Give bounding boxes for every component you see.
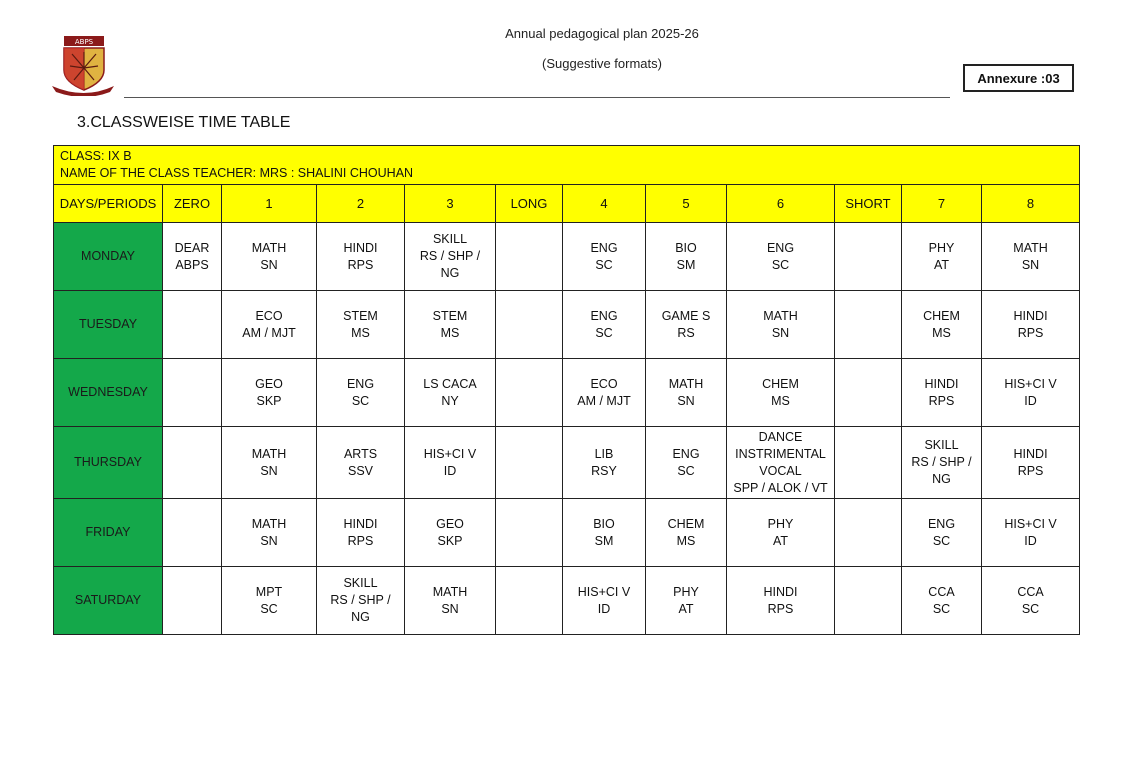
- cell-text: SC: [595, 325, 613, 340]
- cell-text: ARTS: [343, 446, 378, 461]
- annexure-box: Annexure :03: [963, 64, 1074, 92]
- cell-text: SN: [260, 533, 278, 548]
- table-row: [54, 359, 1080, 427]
- period-cell: [563, 359, 646, 427]
- period-cell: [496, 223, 563, 291]
- cell-text: RPS: [928, 393, 955, 408]
- day-cell: WEDNESDAY: [54, 359, 163, 427]
- cell-text: HINDI: [1013, 308, 1048, 323]
- period-cell: [982, 359, 1080, 427]
- period-cell: [405, 567, 496, 635]
- period-cell: [727, 291, 835, 359]
- cell-text: STEM: [343, 308, 378, 323]
- cell-text: SKP: [437, 533, 463, 548]
- period-cell: [163, 427, 222, 499]
- column-header: 7: [902, 185, 982, 223]
- period-cell: [496, 499, 563, 567]
- period-cell: [317, 499, 405, 567]
- period-cell: [317, 291, 405, 359]
- cell-text: CHEM: [762, 376, 799, 391]
- cell-text: AM / MJT: [242, 325, 296, 340]
- period-cell: [982, 567, 1080, 635]
- cell-text: MS: [771, 393, 790, 408]
- period-cell: [317, 567, 405, 635]
- period-cell: [982, 291, 1080, 359]
- cell-text: ECO: [255, 308, 283, 323]
- cell-text: DANCE: [758, 429, 803, 444]
- period-cell: [563, 499, 646, 567]
- period-cell: [163, 499, 222, 567]
- timetable: [53, 145, 1080, 635]
- cell-text: ECO: [590, 376, 618, 391]
- cell-text: NG: [351, 610, 370, 624]
- document-title: Annual pedagogical plan 2025-26: [505, 26, 699, 41]
- cell-text: INSTRIMENTAL: [735, 446, 826, 461]
- column-header: 3: [405, 185, 496, 223]
- cell-text: MATH: [251, 446, 287, 461]
- cell-text: SC: [351, 393, 370, 408]
- period-cell: [902, 359, 982, 427]
- period-cell: [163, 223, 222, 291]
- cell-text: HIS+CI V: [1004, 516, 1057, 531]
- column-header: LONG: [496, 185, 563, 223]
- cell-text: SC: [595, 257, 613, 272]
- cell-text: ENG: [672, 446, 700, 461]
- period-cell: [727, 223, 835, 291]
- column-header: 2: [317, 185, 405, 223]
- cell-text: CCA: [928, 584, 955, 599]
- cell-text: RPS: [1017, 463, 1044, 478]
- cell-text: STEM: [432, 308, 468, 323]
- day-cell: MONDAY: [54, 223, 163, 291]
- column-header: 4: [563, 185, 646, 223]
- header-rule: [124, 97, 950, 98]
- period-cell: [317, 359, 405, 427]
- cell-text: LIB: [594, 446, 614, 461]
- period-cell: [646, 567, 727, 635]
- period-cell: [222, 567, 317, 635]
- cell-text: ID: [597, 601, 611, 616]
- cell-text: MATH: [251, 240, 287, 255]
- cell-text: GEO: [436, 516, 464, 531]
- cell-text: ID: [1024, 533, 1037, 548]
- cell-text: HINDI: [343, 240, 378, 255]
- cell-text: GEO: [255, 376, 283, 391]
- column-header: 1: [222, 185, 317, 223]
- cell-text: HINDI: [924, 376, 959, 391]
- cell-text: GAME S: [661, 308, 711, 323]
- column-header: ZERO: [163, 185, 222, 223]
- cell-text: HIS+CI V: [577, 584, 631, 599]
- cell-text: ENG: [590, 308, 618, 323]
- cell-text: SKILL: [924, 438, 959, 452]
- period-cell: [982, 223, 1080, 291]
- period-cell: [222, 499, 317, 567]
- period-cell: [496, 291, 563, 359]
- cell-text: SKP: [256, 393, 282, 408]
- cell-text: RS / SHP /: [330, 593, 391, 607]
- period-cell: [317, 223, 405, 291]
- cell-text: ENG: [346, 376, 375, 391]
- cell-text: HIS+CI V: [1004, 376, 1057, 391]
- period-cell: [727, 427, 835, 499]
- cell-text: RPS: [1017, 325, 1044, 340]
- cell-text: AM / MJT: [577, 393, 631, 408]
- class-info: [54, 146, 1080, 185]
- cell-text: ENG: [590, 240, 618, 255]
- cell-text: MS: [440, 325, 460, 340]
- cell-text: AT: [678, 601, 694, 616]
- cell-text: SC: [771, 257, 790, 272]
- cell-text: RS / SHP /: [419, 249, 481, 263]
- period-cell: [646, 291, 727, 359]
- cell-text: DEAR: [174, 240, 210, 255]
- cell-text: ENG: [766, 240, 795, 255]
- day-cell: THURSDAY: [54, 427, 163, 499]
- cell-text: NG: [932, 472, 951, 486]
- period-cell: [835, 499, 902, 567]
- table-row: [54, 427, 1080, 499]
- header-row: [54, 185, 1080, 223]
- cell-text: SPP / ALOK / VT: [733, 480, 828, 495]
- cell-text: ID: [443, 463, 457, 478]
- cell-text: VOCAL: [759, 463, 802, 478]
- period-cell: [982, 499, 1080, 567]
- day-cell: FRIDAY: [54, 499, 163, 567]
- day-cell: TUESDAY: [54, 291, 163, 359]
- cell-text: SN: [260, 257, 278, 272]
- cell-text: ABPS: [175, 257, 209, 272]
- cell-text: HIS+CI V: [423, 446, 477, 461]
- cell-text: MATH: [668, 376, 704, 391]
- cell-text: MS: [932, 325, 951, 340]
- cell-text: SN: [260, 463, 278, 478]
- period-cell: [727, 359, 835, 427]
- cell-text: RSY: [591, 463, 617, 478]
- cell-text: NY: [441, 393, 459, 408]
- cell-text: MPT: [255, 584, 283, 599]
- period-cell: [646, 223, 727, 291]
- period-cell: [982, 427, 1080, 499]
- cell-text: BIO: [593, 516, 615, 531]
- cell-text: ID: [1024, 393, 1037, 408]
- cell-text: ENG: [927, 516, 956, 531]
- cell-text: SKILL: [343, 576, 378, 590]
- column-header: 8: [982, 185, 1080, 223]
- cell-text: RPS: [347, 533, 374, 548]
- period-cell: [727, 567, 835, 635]
- period-cell: [405, 499, 496, 567]
- period-cell: [496, 359, 563, 427]
- period-cell: [317, 427, 405, 499]
- period-cell: [902, 499, 982, 567]
- cell-text: SC: [1021, 601, 1040, 616]
- section-title: 3.CLASSWEISE TIME TABLE: [77, 114, 291, 131]
- period-cell: [405, 427, 496, 499]
- cell-text: SC: [260, 601, 278, 616]
- cell-text: HINDI: [763, 584, 798, 599]
- period-cell: [405, 291, 496, 359]
- cell-text: PHY: [928, 240, 955, 255]
- period-cell: [902, 291, 982, 359]
- column-header: DAYS/PERIODS: [54, 185, 163, 223]
- period-cell: [163, 567, 222, 635]
- column-header: 6: [727, 185, 835, 223]
- period-cell: [835, 567, 902, 635]
- period-cell: [902, 223, 982, 291]
- cell-text: RS / SHP /: [911, 455, 972, 469]
- cell-text: MATH: [763, 308, 798, 323]
- period-cell: [405, 223, 496, 291]
- period-cell: [563, 223, 646, 291]
- cell-text: MS: [676, 533, 696, 548]
- cell-text: SC: [932, 533, 951, 548]
- table-row: [54, 499, 1080, 567]
- period-cell: [563, 427, 646, 499]
- day-cell: SATURDAY: [54, 567, 163, 635]
- cell-text: SN: [677, 393, 695, 408]
- period-cell: [222, 359, 317, 427]
- period-cell: [222, 427, 317, 499]
- cell-text: RPS: [767, 601, 794, 616]
- cell-text: SM: [676, 257, 696, 272]
- period-cell: [902, 567, 982, 635]
- cell-text: AT: [933, 257, 950, 272]
- period-cell: [835, 359, 902, 427]
- cell-text: MS: [351, 325, 370, 340]
- cell-text: BIO: [675, 240, 697, 255]
- period-cell: [496, 567, 563, 635]
- cell-text: PHY: [673, 584, 699, 599]
- cell-text: HINDI: [1013, 446, 1048, 461]
- cell-text: SM: [594, 533, 614, 548]
- period-cell: [163, 291, 222, 359]
- table-row: [54, 223, 1080, 291]
- cell-text: MATH: [432, 584, 468, 599]
- period-cell: [222, 223, 317, 291]
- class-teacher-line: NAME OF THE CLASS TEACHER: MRS : SHALINI CHOUHAN: [60, 166, 414, 180]
- period-cell: [835, 291, 902, 359]
- cell-text: CCA: [1017, 584, 1044, 599]
- document-subtitle: (Suggestive formats): [542, 56, 662, 71]
- cell-text: SC: [677, 463, 695, 478]
- cell-text: CHEM: [923, 308, 960, 323]
- cell-text: LS CACA: [423, 376, 477, 391]
- column-header: SHORT: [835, 185, 902, 223]
- period-cell: [563, 567, 646, 635]
- class-line: CLASS: IX B: [60, 149, 132, 163]
- cell-text: SN: [441, 601, 459, 616]
- period-cell: [496, 427, 563, 499]
- cell-text: SC: [932, 601, 951, 616]
- period-cell: [405, 359, 496, 427]
- cell-text: PHY: [767, 516, 794, 531]
- period-cell: [727, 499, 835, 567]
- cell-text: SN: [771, 325, 790, 340]
- period-cell: [646, 427, 727, 499]
- cell-text: RS: [677, 325, 695, 340]
- period-cell: [835, 223, 902, 291]
- period-cell: [646, 359, 727, 427]
- cell-text: MATH: [251, 516, 287, 531]
- period-cell: [902, 427, 982, 499]
- cell-text: SSV: [347, 463, 373, 478]
- table-row: [54, 291, 1080, 359]
- cell-text: AT: [772, 533, 789, 548]
- column-header: 5: [646, 185, 727, 223]
- cell-text: RPS: [347, 257, 374, 272]
- cell-text: HINDI: [343, 516, 378, 531]
- cell-text: CHEM: [667, 516, 705, 531]
- period-cell: [222, 291, 317, 359]
- period-cell: [163, 359, 222, 427]
- period-cell: [563, 291, 646, 359]
- cell-text: NG: [440, 266, 460, 280]
- table-row: [54, 567, 1080, 635]
- cell-text: SN: [1021, 257, 1040, 272]
- cell-text: SKILL: [432, 232, 468, 246]
- period-cell: [646, 499, 727, 567]
- svg-text:ABPS: ABPS: [74, 38, 94, 46]
- period-cell: [835, 427, 902, 499]
- cell-text: MATH: [1013, 240, 1048, 255]
